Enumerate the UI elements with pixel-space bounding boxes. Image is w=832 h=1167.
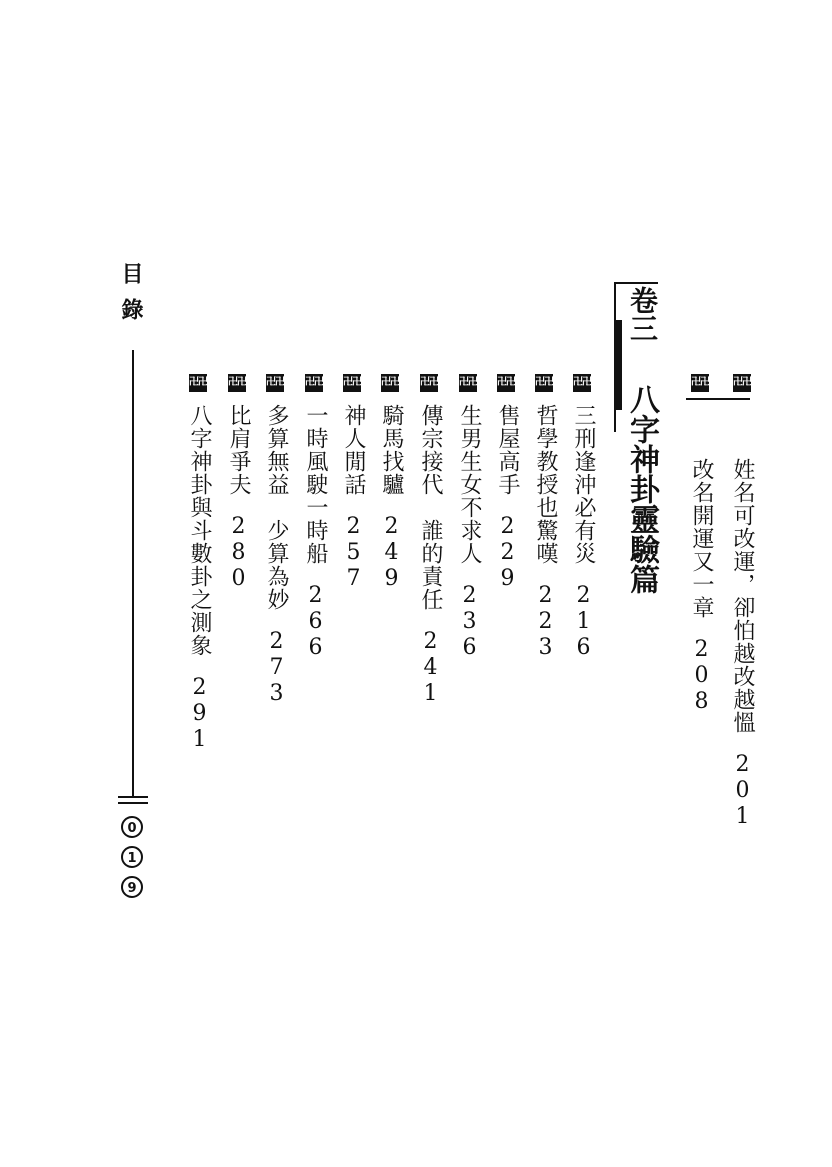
rail-double-rule-top xyxy=(118,796,148,798)
volume-title: 八字神卦靈驗篇 xyxy=(624,384,659,594)
section-rule xyxy=(686,398,750,400)
entry-title: 改名開運又一章 xyxy=(689,458,714,619)
toc-entry xyxy=(456,404,482,661)
swastika-ornament-icon: 卍卍 xyxy=(381,374,399,392)
swastika-ornament-icon: 卍卍 xyxy=(459,374,477,392)
entry-title: 騎馬找驢 xyxy=(379,404,404,496)
entry-title: 傳宗接代 誰的責任 xyxy=(418,404,443,611)
rail-double-rule-bottom xyxy=(118,802,148,804)
entry-page: 291 xyxy=(187,675,212,753)
toc-entry xyxy=(302,404,328,661)
swastika-ornament-icon: 卍卍 xyxy=(228,374,246,392)
page-number-digit-1: 0 xyxy=(121,816,143,838)
toc-entry xyxy=(225,404,251,592)
rail-divider xyxy=(132,350,134,796)
swastika-ornament-icon: 卍卍 xyxy=(691,374,709,392)
toc-entry xyxy=(417,404,443,707)
toc-entry xyxy=(340,404,366,592)
entry-title: 比肩爭夫 xyxy=(226,404,251,496)
toc-entry xyxy=(532,404,558,661)
entry-page: 223 xyxy=(533,583,558,661)
toc-heading: 目錄 xyxy=(118,262,144,334)
entry-page: 229 xyxy=(495,514,520,592)
swastika-ornament-icon: 卍卍 xyxy=(497,374,515,392)
entry-page: 241 xyxy=(418,629,443,707)
volume-black-bar xyxy=(614,320,622,410)
toc-entry xyxy=(688,458,714,715)
entry-page: 280 xyxy=(226,514,251,592)
entry-page: 266 xyxy=(303,583,328,661)
entry-title: 神人閒話 xyxy=(341,404,366,496)
volume-label: 卷三 xyxy=(626,286,659,342)
entry-title: 多算無益 少算為妙 xyxy=(264,404,289,611)
toc-entry xyxy=(378,404,404,592)
page-number-digit-2: 1 xyxy=(121,846,143,868)
entry-page: 208 xyxy=(689,637,714,715)
toc-entry xyxy=(729,458,755,830)
entry-title: 八字神卦與斗數卦之測象 xyxy=(187,404,212,657)
toc-entry xyxy=(570,404,596,661)
toc-entry xyxy=(494,404,520,592)
entry-page: 273 xyxy=(264,629,289,707)
swastika-ornament-icon: 卍卍 xyxy=(343,374,361,392)
swastika-ornament-icon: 卍卍 xyxy=(733,374,751,392)
entry-title: 哲學教授也驚嘆 xyxy=(533,404,558,565)
swastika-ornament-icon: 卍卍 xyxy=(535,374,553,392)
volume-frame-top xyxy=(614,282,658,284)
page-number-digit-3: 9 xyxy=(121,876,143,898)
toc-entry xyxy=(186,404,212,753)
swastika-ornament-icon: 卍卍 xyxy=(420,374,438,392)
entry-page: 216 xyxy=(571,583,596,661)
entry-page: 236 xyxy=(457,583,482,661)
swastika-ornament-icon: 卍卍 xyxy=(266,374,284,392)
entry-page: 201 xyxy=(730,752,755,830)
entry-page: 249 xyxy=(379,514,404,592)
volume-heading xyxy=(614,282,658,642)
swastika-ornament-icon: 卍卍 xyxy=(573,374,591,392)
swastika-ornament-icon: 卍卍 xyxy=(189,374,207,392)
entry-title: 生男生女不求人 xyxy=(457,404,482,565)
entry-title: 售屋高手 xyxy=(495,404,520,496)
entry-title: 三刑逢沖必有災 xyxy=(571,404,596,565)
entry-page: 257 xyxy=(341,514,366,592)
entry-title: 一時風駛一時船 xyxy=(303,404,328,565)
toc-entry xyxy=(263,404,289,707)
swastika-ornament-icon: 卍卍 xyxy=(305,374,323,392)
entry-title: 姓名可改運，卻怕越改越慍 xyxy=(730,458,755,734)
